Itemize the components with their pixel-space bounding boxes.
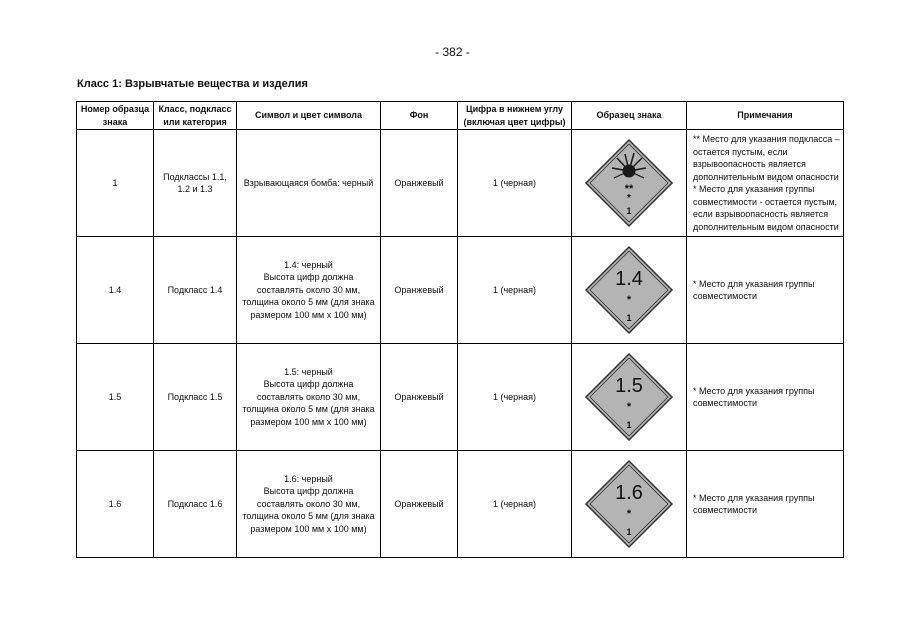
hazard-diamond-icon <box>584 138 674 228</box>
row-notes <box>687 130 844 237</box>
row-corner-figure: 1 (черная) <box>458 451 572 558</box>
row-category: Подкласс 1.5 <box>154 344 237 451</box>
sign-group-star: * <box>627 193 631 204</box>
row-sample-sign <box>572 451 687 558</box>
row-corner-figure: 1 (черная) <box>458 344 572 451</box>
row-number: 1.6 <box>77 451 154 558</box>
row-corner-figure: 1 (черная) <box>458 237 572 344</box>
table-row <box>77 130 844 237</box>
row-background: Оранжевый <box>381 451 458 558</box>
row-background: Оранжевый <box>381 344 458 451</box>
row-symbol <box>237 237 381 344</box>
symbol-line: 1.5: черный <box>284 366 333 377</box>
section-title: Класс 1: Взрывчатые вещества и изделия <box>77 78 308 90</box>
row-notes: * Место для указания группы совместимости <box>687 344 844 451</box>
column-header-symbol: Символ и цвет символа <box>237 102 381 130</box>
row-corner-figure: 1 (черная) <box>458 130 572 237</box>
hazard-diamond-icon <box>584 459 674 549</box>
table-row <box>77 344 844 451</box>
row-number: 1.5 <box>77 344 154 451</box>
row-sample-sign <box>572 130 687 237</box>
row-number: 1 <box>77 130 154 237</box>
sign-class-number: 1 <box>626 527 632 537</box>
symbol-line: Высота цифр должна составлять около 30 мм, толщина около 5 мм (для знака размером 100 мм x 100 мм) <box>242 486 375 534</box>
table-row <box>77 451 844 558</box>
row-sample-sign <box>572 237 687 344</box>
sign-group-star: * <box>626 508 632 520</box>
sign-group-star: * <box>626 401 632 413</box>
row-symbol <box>237 344 381 451</box>
row-number: 1.4 <box>77 237 154 344</box>
hazard-sign-table <box>76 101 844 558</box>
row-sample-sign <box>572 344 687 451</box>
column-header-category: Класс, подкласс или категория <box>154 102 237 130</box>
table-row <box>77 237 844 344</box>
note-line: * Место для указания группы совместимости - остается пустым, если взрывоопасность является дополнительным видом опасности <box>693 184 839 232</box>
row-category: Подкласс 1.6 <box>154 451 237 558</box>
row-notes: * Место для указания группы совместимости <box>687 237 844 344</box>
sign-group-star: * <box>626 294 632 306</box>
row-background: Оранжевый <box>381 237 458 344</box>
row-symbol <box>237 451 381 558</box>
column-header-number: Номер образца знака <box>77 102 154 130</box>
symbol-line: Высота цифр должна составлять около 30 мм, толщина около 5 мм (для знака размером 100 мм x 100 мм) <box>242 272 375 320</box>
sign-division-number: 1.6 <box>615 482 643 504</box>
row-notes: * Место для указания группы совместимости <box>687 451 844 558</box>
row-symbol: Взрывающаяся бомба: черный <box>237 130 381 237</box>
column-header-corner-figure: Цифра в нижнем углу (включая цвет цифры) <box>458 102 572 130</box>
symbol-line: 1.4: черный <box>284 259 333 270</box>
sign-division-number: 1.4 <box>615 268 643 290</box>
row-category: Подкласс 1.4 <box>154 237 237 344</box>
column-header-notes: Примечания <box>687 102 844 130</box>
column-header-sample: Образец знака <box>572 102 687 130</box>
hazard-diamond-icon <box>584 352 674 442</box>
page-number: - 382 - <box>435 45 470 59</box>
sign-class-number: 1 <box>626 206 632 216</box>
table-header-row <box>77 102 844 130</box>
column-header-background: Фон <box>381 102 458 130</box>
symbol-line: 1.6: черный <box>284 473 333 484</box>
row-category: Подклассы 1.1, 1.2 и 1.3 <box>154 130 237 237</box>
row-background: Оранжевый <box>381 130 458 237</box>
hazard-diamond-icon <box>584 245 674 335</box>
sign-class-number: 1 <box>626 420 632 430</box>
sign-class-number: 1 <box>626 313 632 323</box>
sign-division-number: 1.5 <box>615 375 643 397</box>
symbol-line: Высота цифр должна составлять около 30 мм, толщина около 5 мм (для знака размером 100 мм x 100 мм) <box>242 379 375 427</box>
sign-division-stars: ** <box>624 183 634 195</box>
note-line: ** Место для указания подкласса – остается пустым, если взрывоопасность является дополнительным видом опасности <box>693 134 840 182</box>
